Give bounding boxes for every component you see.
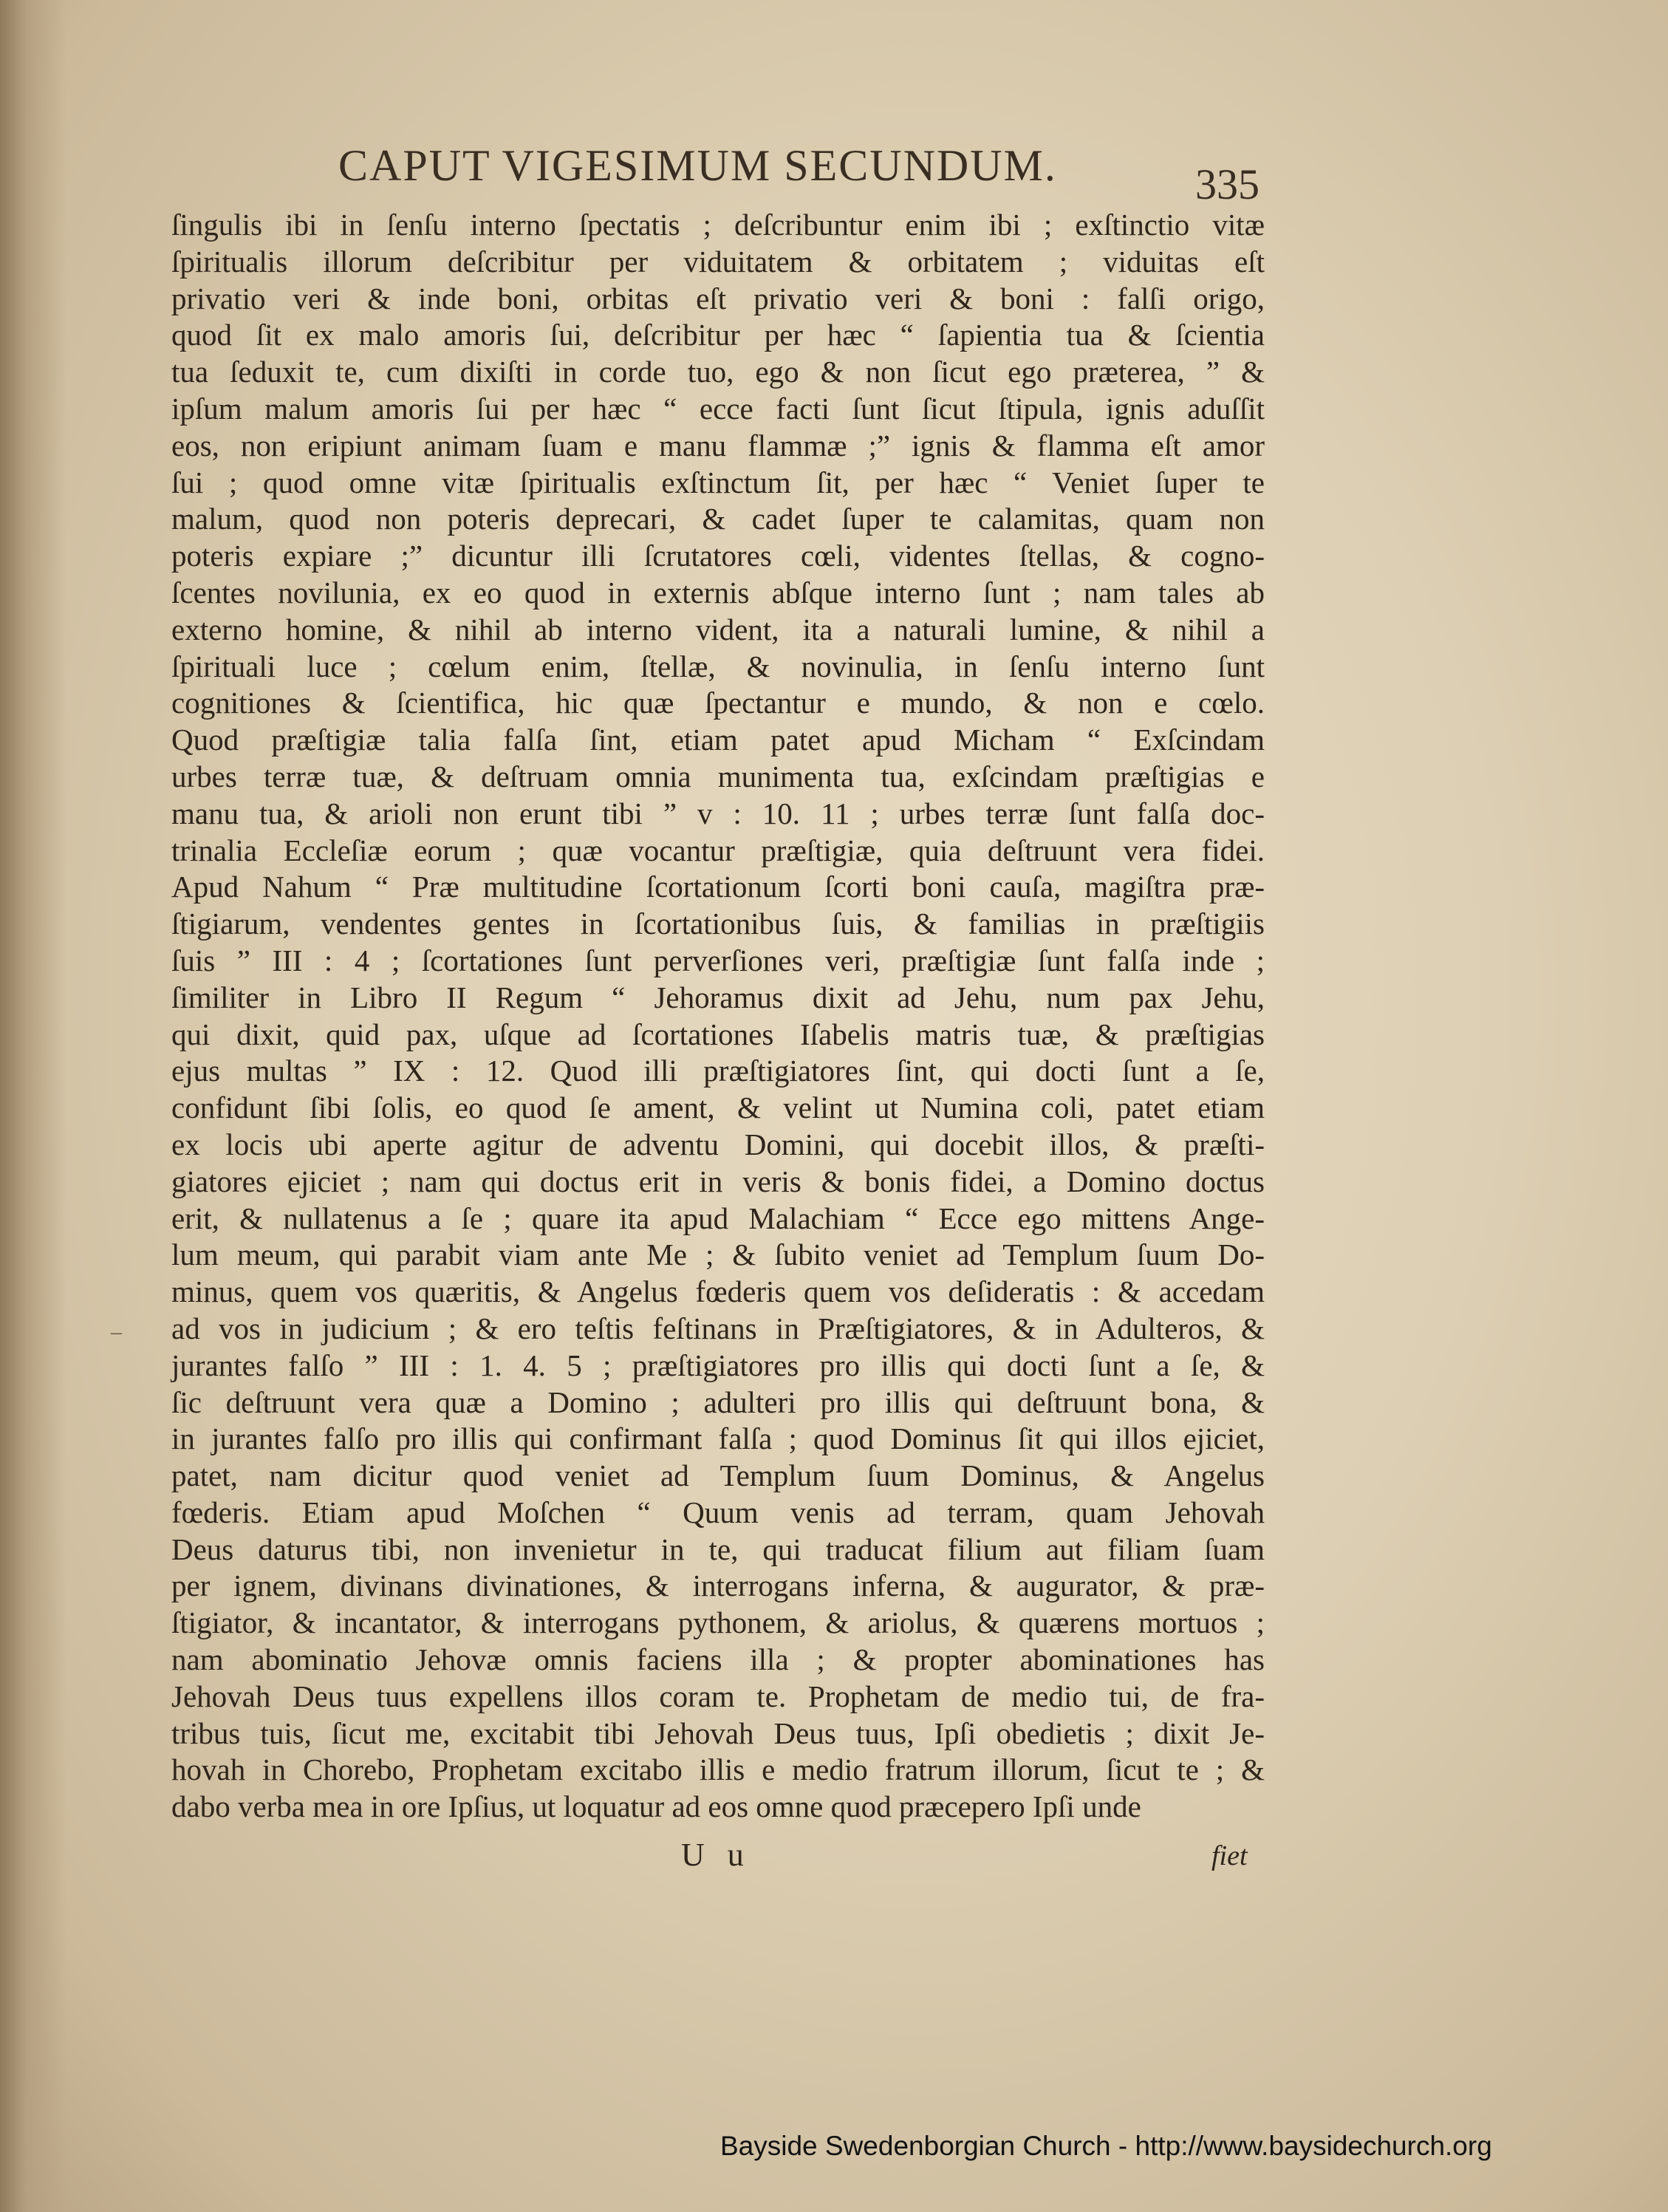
text-line: in jurantes falſo pro illis qui confirmant falſa ; quod Dominus ſit qui illos ejiciet,	[171, 1421, 1265, 1456]
signature-mark: U u	[681, 1837, 751, 1873]
text-line: trinalia Eccleſiæ eorum ; quæ vocantur præſtigiæ, quia deſtruunt vera fidei.	[171, 833, 1265, 867]
text-line: quod ſit ex malo amoris ſui, deſcribitur per hæc “ ſapientia tua & ſcientia	[171, 318, 1265, 352]
text-line: ſingulis ibi in ſenſu interno ſpectatis ; deſcribuntur enim ibi ; exſtinctio vitæ	[171, 208, 1265, 242]
text-line: giatores ejiciet ; nam qui doctus erit in veris & bonis fidei, a Domino doctus	[171, 1164, 1265, 1198]
text-line: ſuis ” III : 4 ; ſcortationes ſunt perverſiones veri, præſtigiæ ſunt falſa inde ;	[171, 943, 1265, 977]
text-line: externo homine, & nihil ab interno vident, ita a naturali lumine, & nihil a	[171, 612, 1265, 646]
text-line: tua ſeduxit te, cum dixiſti in corde tuo, ego & non ſicut ego præterea, ” &	[171, 355, 1265, 389]
text-line: ipſum malum amoris ſui per hæc “ ecce facti ſunt ſicut ſtipula, ignis aduſſit	[171, 391, 1265, 426]
margin-mark: –	[111, 1320, 122, 1344]
text-line: Quod præſtigiæ talia falſa ſint, etiam patet apud Micham “ Exſcindam	[171, 723, 1265, 757]
text-line: Deus daturus tibi, non invenietur in te, qui traducat filium aut filiam ſuam	[171, 1532, 1265, 1566]
text-line: fœderis. Etiam apud Moſchen “ Quum venis ad terram, quam Jehovah	[171, 1495, 1265, 1529]
text-line: ejus multas ” IX : 12. Quod illi præſtigiatores ſint, qui docti ſunt a ſe,	[171, 1054, 1265, 1088]
text-line: ex locis ubi aperte agitur de adventu Domini, qui docebit illos, & præſti-	[171, 1127, 1265, 1161]
text-line: privatio veri & inde boni, orbitas eſt privatio veri & boni : falſi origo,	[171, 281, 1265, 315]
text-line: hovah in Chorebo, Prophetam excitabo illis e medio fratrum illorum, ſicut te ; &	[171, 1752, 1265, 1787]
binding-shadow	[0, 0, 66, 2212]
text-line: per ignem, divinans divinationes, & interrogans inferna, & augurator, & præ-	[171, 1568, 1265, 1603]
text-line: ſui ; quod omne vitæ ſpiritualis exſtinctum ſit, per hæc “ Veniet ſuper te	[171, 465, 1265, 499]
text-line: Apud Nahum “ Præ multitudine ſcortationum ſcorti boni cauſa, magiſtra præ-	[171, 870, 1265, 904]
text-line: ſtigiator, & incantator, & interrogans pythonem, & ariolus, & quærens mortuos ;	[171, 1605, 1265, 1640]
text-line: ſimiliter in Libro II Regum “ Jehoramus dixit ad Jehu, num pax Jehu,	[171, 980, 1265, 1014]
catchword: fiet	[1211, 1840, 1248, 1871]
text-line: nam abominatio Jehovæ omnis faciens illa ; & propter abominationes has	[171, 1642, 1265, 1677]
text-line: dabo verba mea in ore Ipſius, ut loquatur ad eos omne quod præcepero Ipſi unde	[171, 1789, 1141, 1824]
text-line: qui dixit, quid pax, uſque ad ſcortationes Iſabelis matris tuæ, & præſtigias	[171, 1017, 1265, 1051]
text-line: ſcentes novilunia, ex eo quod in externis abſque interno ſunt ; nam tales ab	[171, 575, 1265, 610]
page-number: 335	[1195, 160, 1259, 208]
text-line: eos, non eripiunt animam ſuam e manu flammæ ;” ignis & flamma eſt amor	[171, 428, 1265, 462]
text-line: ſpirituali luce ; cœlum enim, ſtellæ, & novinulia, in ſenſu interno ſunt	[171, 649, 1265, 683]
text-line: minus, quem vos quæritis, & Angelus fœderis quem vos deſideratis : & accedam	[171, 1274, 1265, 1309]
text-line: erit, & nullatenus a ſe ; quare ita apud Malachiam “ Ecce ego mittens Ange-	[171, 1201, 1265, 1235]
body-text	[171, 207, 1265, 1826]
text-line: ad vos in judicium ; & ero teſtis feſtinans in Præſtigiatores, & in Adulteros, &	[171, 1311, 1265, 1345]
text-line: tribus tuis, ſicut me, excitabit tibi Jehovah Deus tuus, Ipſi obedietis ; dixit Je-	[171, 1716, 1265, 1750]
watermark-credit: Bayside Swedenborgian Church - http://www.baysidechurch.org	[720, 2131, 1492, 2161]
page-header	[0, 140, 1668, 207]
text-line: cognitiones & ſcientifica, hic quæ ſpectantur e mundo, & non e cœlo.	[171, 686, 1265, 720]
running-title: CAPUT VIGESIMUM SECUNDUM.	[338, 141, 1057, 190]
text-line: urbes terræ tuæ, & deſtruam omnia munimenta tua, exſcindam præſtigias e	[171, 759, 1265, 793]
text-line: confidunt ſibi ſolis, eo quod ſe ament, & velint ut Numina coli, patet etiam	[171, 1090, 1265, 1125]
text-line: malum, quod non poteris deprecari, & cadet ſuper te calamitas, quam non	[171, 502, 1265, 536]
text-line: jurantes falſo ” III : 1. 4. 5 ; præſtigiatores pro illis qui docti ſunt a ſe, &	[171, 1348, 1265, 1382]
text-line: lum meum, qui parabit viam ante Me ; & ſubito veniet ad Templum ſuum Do-	[171, 1238, 1265, 1272]
text-line: Jehovah Deus tuus expellens illos coram te. Prophetam de medio tui, de fra-	[171, 1679, 1265, 1713]
text-line: ſic deſtruunt vera quæ a Domino ; adulteri pro illis qui deſtruunt bona, &	[171, 1385, 1265, 1419]
text-line: patet, nam dicitur quod veniet ad Templum ſuum Dominus, & Angelus	[171, 1458, 1265, 1493]
text-line: ſpiritualis illorum deſcribitur per viduitatem & orbitatem ; viduitas eſt	[171, 244, 1265, 279]
text-line: manu tua, & arioli non erunt tibi ” v : 10. 11 ; urbes terræ ſunt falſa doc-	[171, 796, 1265, 830]
text-line: ſtigiarum, vendentes gentes in ſcortationibus ſuis, & familias in præſtigiis	[171, 907, 1265, 941]
text-line: poteris expiare ;” dicuntur illi ſcrutatores cœli, videntes ſtellas, & cogno-	[171, 539, 1265, 573]
